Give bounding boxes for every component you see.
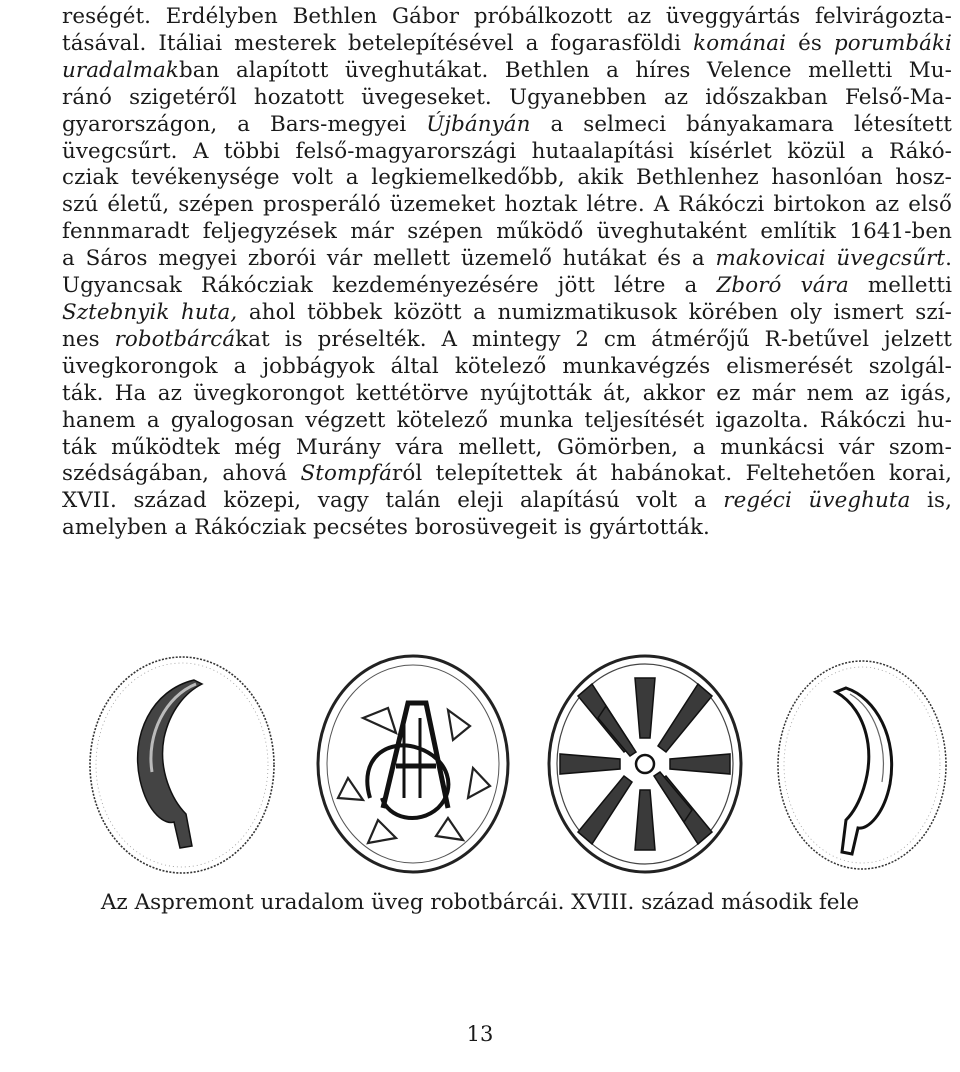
rosette-token	[540, 648, 750, 880]
text-segment: gyarországon, a Bars-megyei	[62, 111, 427, 137]
italic-term: makovicai üvegcsűrt	[715, 246, 946, 272]
text-line	[62, 381, 952, 408]
text-segment: ták. Ha az üvegkorongot kettétörve nyújtották át, akkor ez már nem az igás,	[62, 380, 952, 406]
text-segment: ránó szigetéről hozatott üvegeseket. Ugyanebben az időszakban Felső-Ma-	[62, 84, 952, 110]
text-line	[62, 4, 952, 31]
text-segment: ahol többek között a numizmatikusok körében oly ismert szí-	[237, 299, 952, 325]
text-line	[62, 327, 952, 354]
text-segment: és	[786, 30, 834, 56]
text-line	[62, 435, 952, 462]
page-number: 13	[466, 1022, 494, 1046]
italic-term: Újbányán	[426, 111, 531, 137]
monogram-token	[308, 648, 518, 880]
sickle-token	[82, 650, 282, 880]
text-segment: amelyben a Rákócziak pecsétes borosüvegeit is gyártották.	[62, 515, 710, 541]
text-segment: .	[945, 246, 953, 272]
text-segment: üvegcsűrt. A többi felső-magyarországi hutaalapítási kísérlet közül a Rákó-	[62, 138, 952, 164]
text-line	[62, 58, 952, 85]
text-line	[62, 300, 952, 327]
text-segment: kat is préselték. A mintegy 2 cm átmérőjű R-betűvel jelzett	[235, 326, 952, 352]
italic-term: uradalmak	[62, 57, 179, 83]
token-figure	[62, 640, 952, 885]
text-line	[62, 139, 952, 166]
italic-term: robotbárcá	[114, 326, 236, 352]
text-line	[62, 192, 952, 219]
text-segment: melletti	[848, 273, 953, 299]
text-line	[62, 165, 952, 192]
text-segment: is,	[910, 488, 952, 514]
text-line	[62, 31, 952, 58]
text-segment: szédságában, ahová	[62, 461, 301, 487]
italic-term: Stompfá	[300, 461, 393, 487]
text-line	[62, 246, 952, 273]
text-line	[62, 408, 952, 435]
text-line	[62, 112, 952, 139]
text-segment: hanem a gyalogosan végzett kötelező munka teljesítését igazolta. Rákóczi hu-	[62, 407, 952, 433]
text-line	[62, 85, 952, 112]
text-segment: a selmeci bányakamara létesített	[530, 111, 952, 137]
text-segment: XVII. század közepi, vagy talán eleji alapítású volt a	[62, 488, 724, 514]
text-segment: szú életű, szépen prosperáló üzemeket hoztak létre. A Rákóczi birtokon az első	[62, 192, 952, 218]
italic-term: porumbáki	[833, 30, 952, 56]
text-line	[62, 273, 952, 300]
text-line	[62, 488, 952, 515]
text-line	[62, 515, 952, 542]
italic-term: kománai	[693, 30, 787, 56]
italic-term: Zboró vára	[716, 273, 849, 299]
text-segment: ról telepítettek át habánokat. Feltehetően korai,	[392, 461, 952, 487]
text-segment: nes	[62, 326, 115, 352]
text-segment: reségét. Erdélyben Bethlen Gábor próbálkozott az üveggyártás felvirágozta-	[62, 4, 952, 29]
text-segment: ban alapított üveghutákat. Bethlen a híres Velence melletti Mu-	[178, 57, 952, 83]
text-line	[62, 461, 952, 488]
text-segment: a Sáros megyei zborói vár mellett üzemelő hutákat és a	[62, 246, 716, 272]
text-segment: cziak tevékenysége volt a legkiemelkedőbb, akik Bethlenhez hasonlóan hosz-	[62, 165, 952, 191]
text-segment: üvegkorongok a jobbágyok által kötelező munkavégzés elismerését szolgál-	[62, 353, 952, 379]
text-segment: fennmaradt feljegyzések már szépen működő üveghutaként említik 1641-ben	[62, 219, 952, 245]
italic-term: regéci üveghuta	[723, 488, 911, 514]
sickle-token-right	[772, 654, 952, 876]
text-segment: tásával. Itáliai mesterek betelepítésével a fogarasföldi	[62, 30, 694, 56]
text-segment: Ugyancsak Rákócziak kezdeményezésére jött létre a	[62, 273, 717, 299]
text-line	[62, 219, 952, 246]
figure-caption: Az Aspremont uradalom üveg robotbárcái. XVIII. század második fele	[100, 890, 860, 915]
text-line	[62, 354, 952, 381]
text-segment: ták működtek még Murány vára mellett, Gömörben, a munkácsi vár szom-	[62, 434, 952, 460]
body-text	[62, 4, 952, 542]
italic-term: Sztebnyik huta,	[62, 299, 238, 325]
